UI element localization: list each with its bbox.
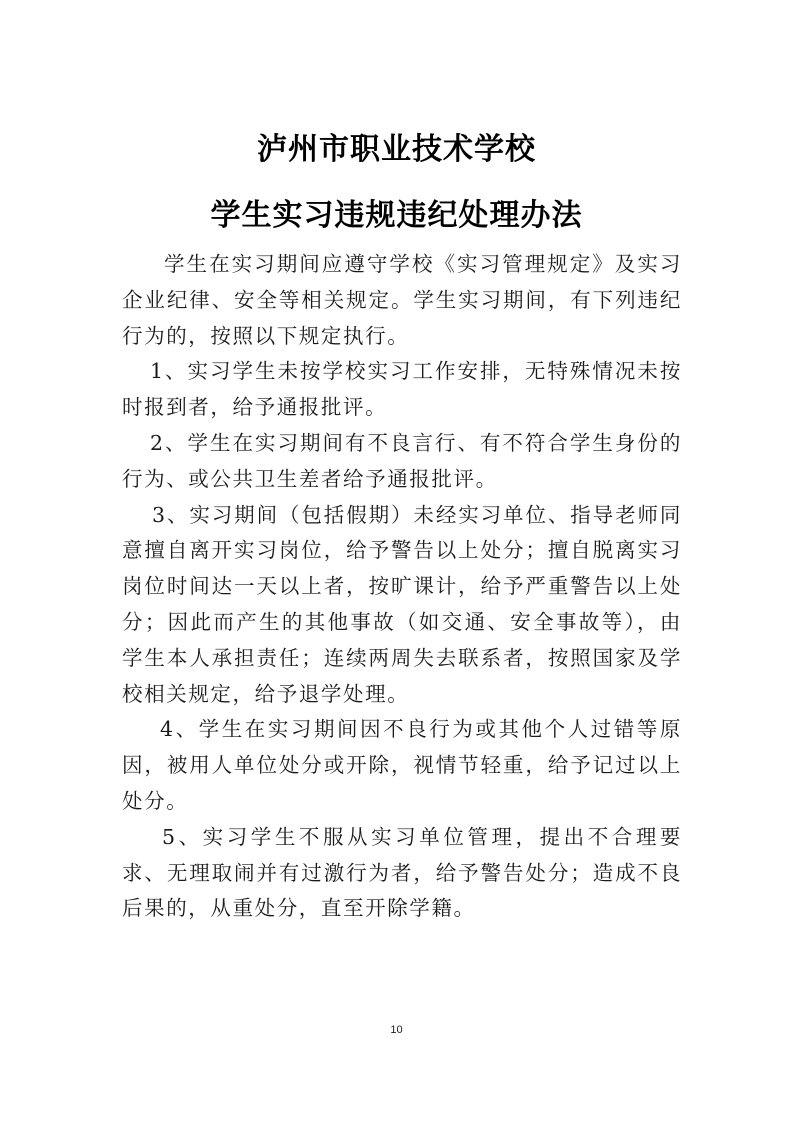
page-number: 10 xyxy=(390,1024,403,1036)
rule-item-1: 1、实习学生未按学校实习工作安排，无特殊情况未按时报到者，给予通报批评。 xyxy=(122,359,682,420)
rule-item-2: 2、学生在实习期间有不良言行、有不符合学生身份的行为、或公共卫生差者给予通报批评。 xyxy=(122,430,682,491)
document-subtitle: 学生实习违规违纪处理办法 xyxy=(210,198,583,233)
intro-paragraph: 学生在实习期间应遵守学校《实习管理规定》及实习企业纪律、安全等相关规定。学生实习期间，有下列违纪行为的，按照以下规定执行。 xyxy=(122,252,682,348)
rule-item-3: 3、实习期间（包括假期）未经实习单位、指导老师同意擅自离开实习岗位，给予警告以上处分；擅自脱离实习岗位时间达一天以上者，按旷课计，给予严重警告以上处分；因此而产生的其他事故（如交通、安全事故等），由学生本人承担责任；连续两周失去联系者，按照国家及学校相关规定，给予退学处理。 xyxy=(122,502,682,706)
rule-item-5: 5、实习学生不服从实习单位管理，提出不合理要求、无理取闹并有过激行为者，给予警告处分；造成不良后果的，从重处分，直至开除学籍。 xyxy=(122,824,682,921)
document-title: 泸州市职业技术学校 xyxy=(257,132,536,167)
document-body xyxy=(122,247,682,927)
rule-item-4: 4、学生在实习期间因不良行为或其他个人过错等原因，被用人单位处分或开除，视情节轻重，给予记过以上处分。 xyxy=(122,717,682,813)
